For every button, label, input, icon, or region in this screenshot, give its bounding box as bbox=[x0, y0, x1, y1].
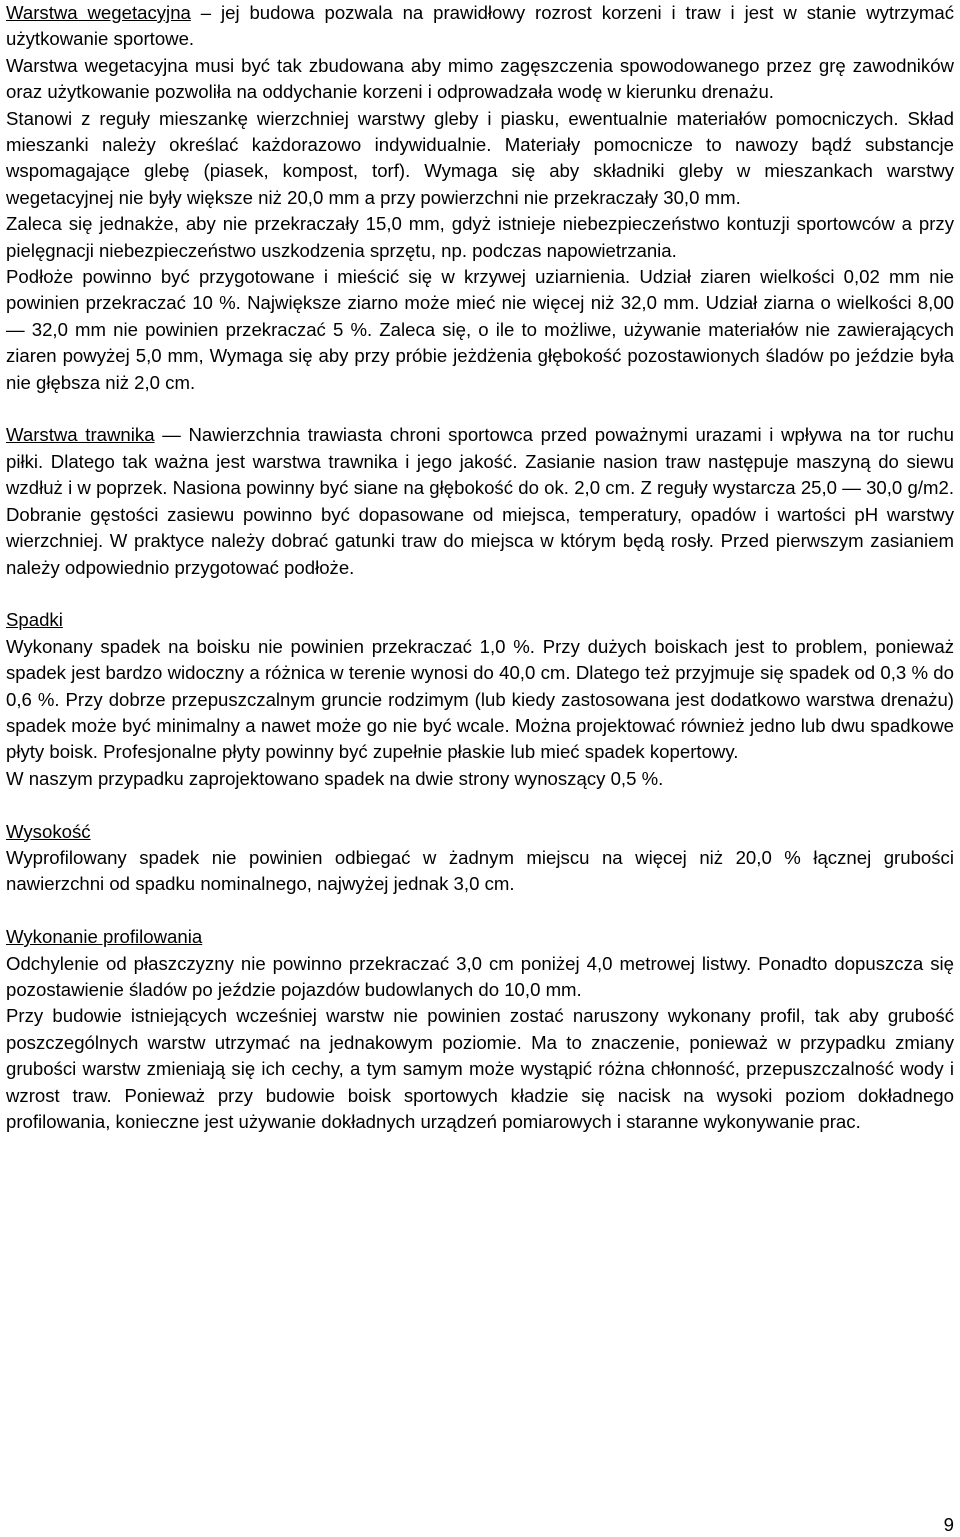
paragraph-profilowanie-1: Odchylenie od płaszczyzny nie powinno przekraczać 3,0 cm poniżej 4,0 metrowej listwy. Ponadto dopuszcza się pozostawienie śladów po jeździe pojazdów budowlanych do 10,0 mm. bbox=[6, 952, 954, 1000]
document-page bbox=[6, 0, 954, 1135]
heading-wysokosc: Wysokość bbox=[6, 820, 91, 842]
heading-wykonanie-profilowania: Wykonanie profilowania bbox=[6, 926, 203, 948]
section-gap bbox=[6, 396, 954, 422]
paragraph-wegetacyjna-2: Stanowi z reguły mieszankę wierzchniej warstwy gleby i piasku, ewentualnie materiałów pomocniczych. Skład mieszanki należy określać każdorazowo indywidualnie. Materiały pomocnicze to nawozy bądź substancje wspomagające glebę (piasek, kompost, torf). Wymaga się aby składniki gleby w mieszankach warstwy wegetacyjnej nie były większe niż 20,0 mm a przy powierzchni nie przekraczały 30,0 mm. bbox=[6, 107, 954, 208]
heading-warstwa-wegetacyjna: Warstwa wegetacyjna bbox=[6, 2, 191, 23]
heading-spadki: Spadki bbox=[6, 609, 63, 631]
paragraph-profilowanie-2: Przy budowie istniejących wcześniej warstw nie powinien zostać naruszony wykonany profil, tak aby grubość poszczególnych warstw utrzymać na jednakowym poziomie. Ma to znaczenie, ponieważ w przypadku zmiany grubości warstw zmieniają się ich cechy, a tym samym może wystąpić różna chłonność, przepuszczalność wody i wzrost traw. Ponieważ przy budowie boisk sportowych kładzie się nacisk na wysoki poziom dokładnego profilowania, konieczne jest używanie dokładnych urządzeń pomiarowych i staranne wykonywanie prac. bbox=[6, 1005, 954, 1132]
section-gap bbox=[6, 898, 954, 924]
paragraph-spadki-1: Wykonany spadek na boisku nie powinien przekraczać 1,0 %. Przy dużych boiskach jest to problem, ponieważ spadek jest bardzo widoczny a różnica w terenie wynosi do 40,0 cm. Dlatego też przyjmuje się spadek od 0,3 % do 0,6 %. Przy dobrze przepuszczalnym gruncie rodzimym (lub kiedy zastosowana jest dodatkowo warstwa drenażu) spadek może być minimalny a nawet może go nie być wcale. Można projektować również jedno lub dwu spadkowe płyty boisk. Profesjonalne płyty powinny być zupełnie płaskie lub mieć spadek kopertowy. bbox=[6, 635, 954, 763]
paragraph-trawnika bbox=[6, 422, 954, 580]
paragraph-wegetacyjna-4: Podłoże powinno być przygotowane i mieścić się w krzywej uziarnienia. Udział ziaren wielkości 0,02 mm nie powinien przekraczać 10 %. Największe ziarno może mieć nie więcej niż 32,0 mm. Udział ziarna o wielkości 8,00 — 32,0 mm nie powinien przekraczać 5 %. Zaleca się, o ile to możliwe, używanie materiałów nie zawierających ziaren powyżej 5,0 mm, Wymaga się aby przy próbie jeżdżenia głębokość pozostawionych śladów po jeździe była nie głębsza niż 2,0 cm. bbox=[6, 266, 954, 393]
section-gap bbox=[6, 792, 954, 818]
paragraph-wegetacyjna-intro bbox=[6, 0, 954, 53]
trawnika-text: — Nawierzchnia trawiasta chroni sportowca przed poważnymi urazami i wpływa na tor ruchu piłki. Dlatego tak ważna jest warstwa trawnika i jego jakość. Zasianie nasion traw następuje maszyną do siewu wzdłuż i w poprzek. Nasiona powinny być siane na głębokość do ok. 2,0 cm. Z reguły wystarcza 25,0 — 30,0 g/m2. Dobranie gęstości zasiewu powinno być dopasowane od miejsca, temperatury, opadów i wartości pH warstwy wierzchniej. W praktyce należy dobrać gatunki traw do miejsca w którym będą rosły. Przed pierwszym zasianiem należy odpowiednio przygotować podłoże. bbox=[6, 424, 954, 578]
wegetacyjna-intro-text: – jej budowa pozwala na prawidłowy rozrost korzeni i traw i jest w stanie wytrzymać użytkowanie sportowe. bbox=[6, 2, 954, 50]
paragraph-wysokosc-1: Wyprofilowany spadek nie powinien odbiegać w żadnym miejscu na więcej niż 20,0 % łącznej grubości nawierzchni od spadku nominalnego, najwyżej jednak 3,0 cm. bbox=[6, 846, 954, 895]
paragraph-wegetacyjna-1: Warstwa wegetacyjna musi być tak zbudowana aby mimo zagęszczenia spowodowanego przez grę zawodników oraz użytkowanie pozwoliła na oddychanie korzeni i odprowadzała wodę w kierunku drenażu. bbox=[6, 54, 954, 103]
heading-warstwa-trawnika: Warstwa trawnika bbox=[6, 424, 155, 446]
paragraph-spadki-2: W naszym przypadku zaprojektowano spadek na dwie strony wynoszący 0,5 %. bbox=[6, 767, 664, 789]
section-gap bbox=[6, 581, 954, 607]
page-number: 9 bbox=[943, 1514, 954, 1535]
paragraph-wegetacyjna-3: Zaleca się jednakże, aby nie przekraczały 15,0 mm, gdyż istnieje niebezpieczeństwo kontuzji sportowców a przy pielęgnacji niebezpieczeństwo uszkodzenia sprzętu, np. podczas napowietrzania. bbox=[6, 213, 954, 261]
